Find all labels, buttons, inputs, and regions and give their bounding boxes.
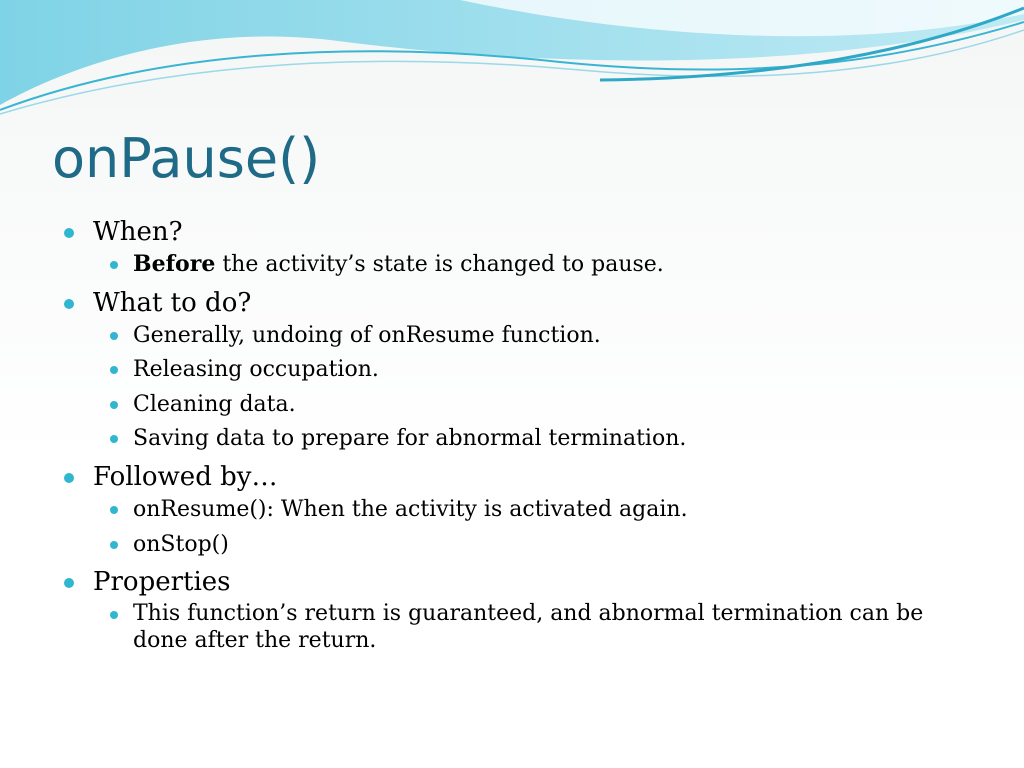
list-item <box>64 531 964 559</box>
section-properties <box>64 567 964 655</box>
section-followed-by <box>64 462 964 558</box>
sub-list <box>93 322 964 453</box>
list-item <box>64 322 964 350</box>
section-heading: What to do? <box>93 287 252 318</box>
list-item <box>64 391 964 419</box>
list-item <box>64 251 964 279</box>
list-item <box>64 425 964 453</box>
item-text: the activity’s state is changed to pause. <box>215 252 664 278</box>
item-text: onResume(): When the activity is activated again. <box>133 497 688 523</box>
bullet-icon <box>110 506 118 514</box>
item-text: Cleaning data. <box>133 391 296 417</box>
bullet-list <box>64 217 964 655</box>
bullet-icon <box>110 435 118 443</box>
item-text: This function’s return is guaranteed, and abnormal termination can be done after the return. <box>133 601 924 654</box>
bullet-icon <box>110 261 118 269</box>
item-text: Generally, undoing of onResume function. <box>133 322 601 348</box>
bullet-icon <box>110 366 118 374</box>
section-what-to-do <box>64 288 964 453</box>
list-item <box>64 601 964 655</box>
bullet-icon <box>64 473 74 483</box>
emphasis-text: Before <box>133 251 216 278</box>
slide-title: onPause() <box>52 127 321 190</box>
section-heading: Followed by… <box>93 461 278 492</box>
sub-list <box>93 251 964 279</box>
wave-header-decoration <box>0 0 1024 120</box>
section-heading: When? <box>93 217 183 247</box>
bullet-icon <box>110 541 118 549</box>
bullet-icon <box>64 299 74 309</box>
section-when <box>64 217 964 279</box>
section-heading: Properties <box>93 567 231 598</box>
sub-list <box>93 601 964 655</box>
item-text: Releasing occupation. <box>133 357 379 383</box>
list-item <box>64 356 964 384</box>
bullet-icon <box>110 611 118 619</box>
list-item <box>64 496 964 524</box>
item-text: Saving data to prepare for abnormal termination. <box>133 426 687 452</box>
bullet-icon <box>110 332 118 340</box>
bullet-icon <box>110 401 118 409</box>
bullet-icon <box>64 228 74 238</box>
bullet-icon <box>64 578 74 588</box>
item-text: onStop() <box>133 531 229 557</box>
sub-list <box>93 496 964 558</box>
